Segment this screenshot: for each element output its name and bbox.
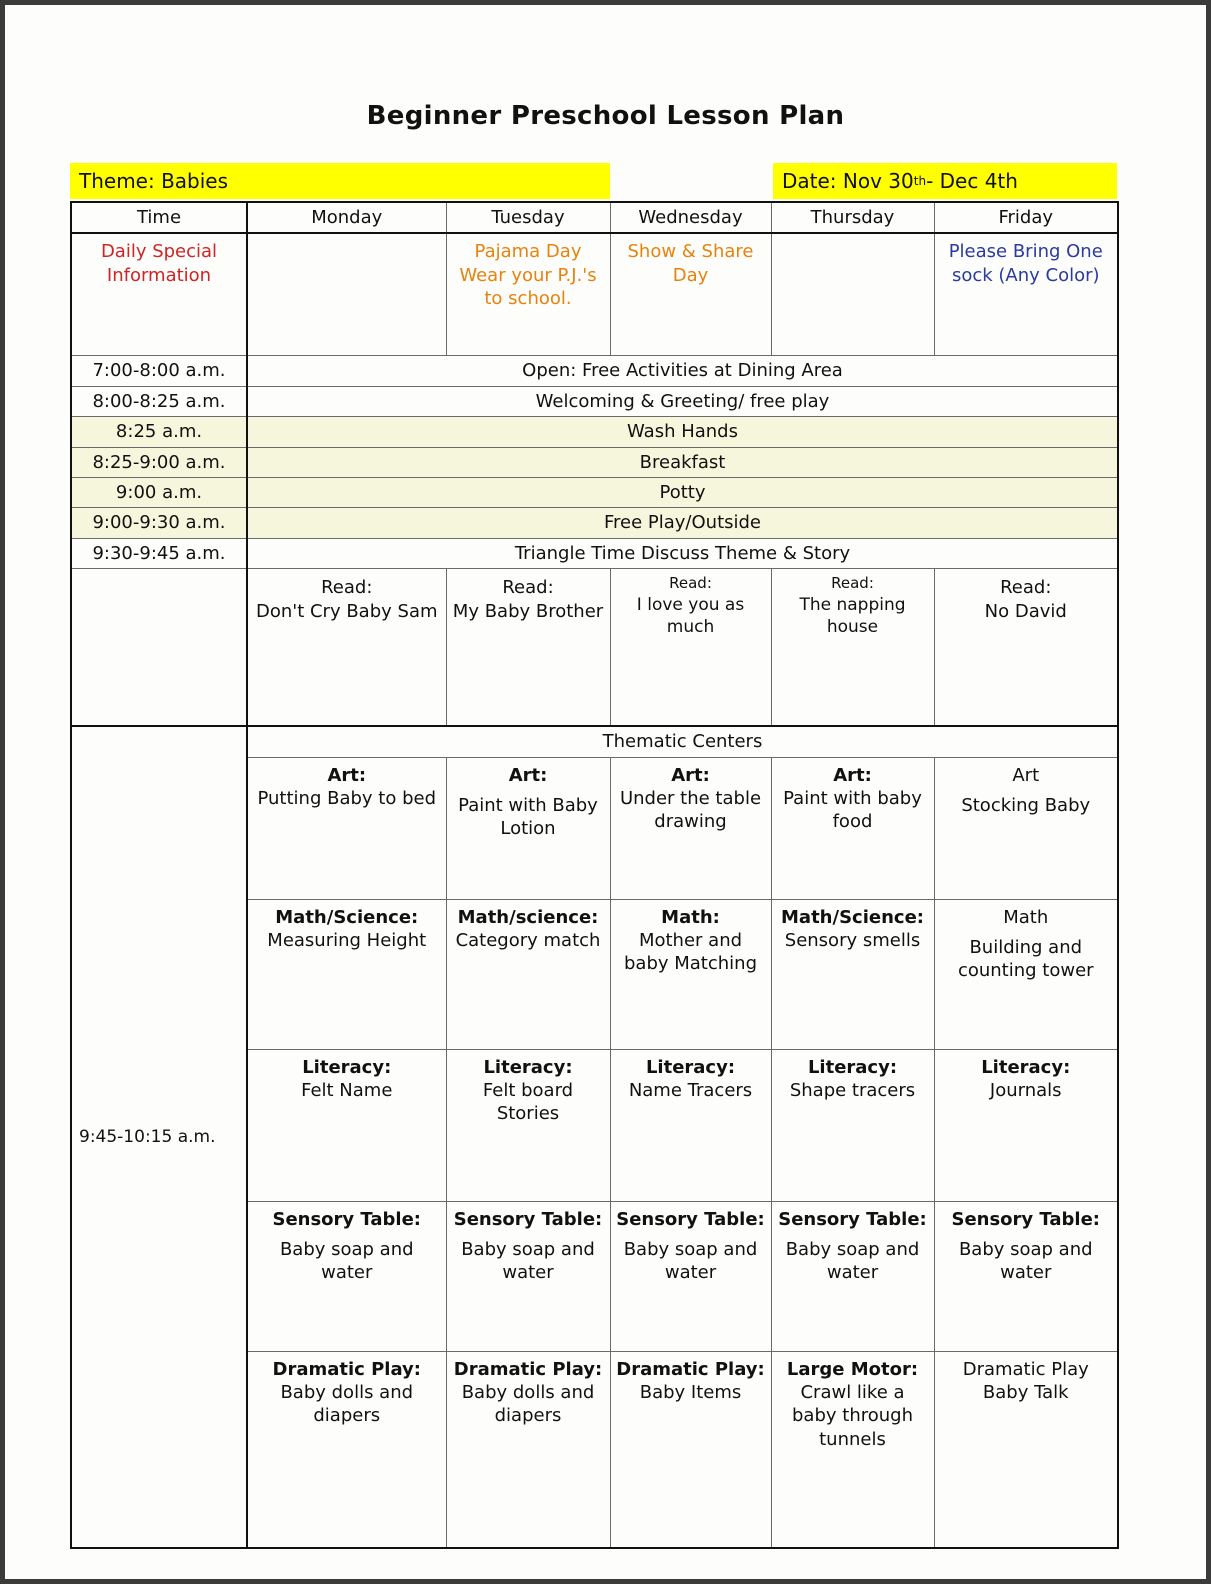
center-cell-tuesday — [446, 1201, 610, 1351]
column-header-tuesday: Tuesday — [446, 202, 610, 233]
read-label: Read: — [502, 577, 554, 599]
document-page — [5, 5, 1206, 1579]
read-label: Read: — [831, 574, 874, 593]
center-label: Literacy: — [483, 1056, 573, 1078]
schedule-time: 8:25 a.m. — [71, 417, 247, 447]
column-header-monday: Monday — [247, 202, 446, 233]
schedule-time: 9:00 a.m. — [71, 477, 247, 507]
center-label: Dramatic Play: — [453, 1358, 603, 1380]
center-text: Putting Baby to bed — [257, 787, 436, 809]
center-text: Under the table drawing — [619, 787, 762, 833]
read-text: My Baby Brother — [452, 600, 604, 622]
schedule-activity: Welcoming & Greeting/ free play — [247, 386, 1118, 416]
center-cell-monday — [247, 899, 446, 1049]
date-prefix: Date: Nov 30 — [782, 169, 914, 193]
center-cell-wednesday — [610, 757, 771, 899]
daily-special-friday: Please Bring One sock (Any Color) — [934, 233, 1118, 356]
center-cell-thursday — [771, 1201, 934, 1351]
center-text: Mother and baby Matching — [623, 929, 757, 975]
theme-label: Theme: Babies — [79, 169, 229, 193]
center-text: Baby Items — [639, 1381, 742, 1403]
column-header-thursday: Thursday — [771, 202, 934, 233]
center-label: Large Motor: — [786, 1358, 919, 1380]
daily-special-thursday — [771, 233, 934, 356]
schedule-row — [71, 508, 1118, 538]
center-label: Sensory Table: — [951, 1208, 1100, 1230]
center-text: Felt Name — [301, 1079, 393, 1101]
center-cell-monday — [247, 757, 446, 899]
center-cell-tuesday — [446, 757, 610, 899]
table-header-row — [71, 202, 1118, 233]
read-label: Read: — [1000, 577, 1052, 599]
daily-special-monday — [247, 233, 446, 356]
schedule-time: 9:30-9:45 a.m. — [71, 538, 247, 568]
schedule-row — [71, 477, 1118, 507]
daily-special-tuesday: Pajama Day Wear your P.J.'s to school. — [446, 233, 610, 356]
read-text: No David — [984, 600, 1067, 622]
schedule-row — [71, 538, 1118, 568]
center-label: Sensory Table: — [272, 1208, 421, 1230]
spacer — [939, 929, 1114, 936]
schedule-time: 7:00-8:00 a.m. — [71, 356, 247, 386]
center-label: Art: — [327, 764, 367, 786]
read-text: I love you as much — [636, 594, 745, 637]
daily-special-label: Daily Special Information — [71, 233, 247, 356]
spacer — [776, 1231, 930, 1238]
center-cell-monday — [247, 1201, 446, 1351]
schedule-activity: Open: Free Activities at Dining Area — [247, 356, 1118, 386]
spacer — [939, 1231, 1114, 1238]
date-suffix: - Dec 4th — [926, 169, 1018, 193]
center-cell-friday — [934, 757, 1118, 899]
center-text: Paint with Baby Lotion — [458, 794, 598, 840]
center-label: Math/Science: — [275, 906, 419, 928]
center-label: Art: — [833, 764, 872, 786]
center-text: Baby soap and water — [461, 1238, 595, 1284]
thematic-centers-banner-row — [71, 726, 1118, 757]
daily-special-wednesday: Show & Share Day — [610, 233, 771, 356]
read-cell-thursday — [771, 569, 934, 727]
center-cell-friday — [934, 899, 1118, 1049]
center-text: Journals — [989, 1079, 1062, 1101]
schedule-row — [71, 386, 1118, 416]
schedule-row — [71, 447, 1118, 477]
read-label: Read: — [321, 577, 373, 599]
center-cell-monday — [247, 1049, 446, 1201]
center-label: Literacy: — [302, 1056, 392, 1078]
center-cell-thursday — [771, 1351, 934, 1548]
center-label: Dramatic Play — [962, 1358, 1089, 1380]
spacer — [615, 1231, 767, 1238]
center-cell-friday — [934, 1201, 1118, 1351]
read-cell-friday — [934, 569, 1118, 727]
read-text: The napping house — [799, 594, 906, 637]
banner-row — [70, 163, 1117, 199]
center-text: Baby dolls and diapers — [280, 1381, 414, 1427]
center-cell-wednesday — [610, 899, 771, 1049]
schedule-activity: Free Play/Outside — [247, 508, 1118, 538]
center-text: Baby soap and water — [623, 1238, 758, 1284]
schedule-activity: Wash Hands — [247, 417, 1118, 447]
center-label: Sensory Table: — [616, 1208, 765, 1230]
center-cell-monday — [247, 1351, 446, 1548]
spacer — [451, 787, 606, 794]
center-cell-thursday — [771, 757, 934, 899]
read-row-time — [71, 569, 247, 727]
read-row — [71, 569, 1118, 727]
date-banner — [773, 163, 1117, 199]
center-text: Crawl like a baby through tunnels — [792, 1381, 913, 1450]
center-text: Baby soap and water — [279, 1238, 414, 1284]
center-label: Literacy: — [981, 1056, 1071, 1078]
read-cell-tuesday — [446, 569, 610, 727]
spacer — [939, 787, 1114, 794]
center-label: Art: — [671, 764, 710, 786]
center-cell-wednesday — [610, 1201, 771, 1351]
center-cell-wednesday — [610, 1351, 771, 1548]
read-cell-monday — [247, 569, 446, 727]
center-text: Building and counting tower — [957, 936, 1094, 982]
center-label: Math/science: — [457, 906, 599, 928]
center-text: Baby soap and water — [958, 1238, 1093, 1284]
center-text: Name Tracers — [628, 1079, 753, 1101]
center-cell-wednesday — [610, 1049, 771, 1201]
date-superscript: th — [913, 174, 927, 188]
center-label: Literacy: — [645, 1056, 736, 1078]
center-cell-tuesday — [446, 1049, 610, 1201]
read-text: Don't Cry Baby Sam — [255, 600, 438, 622]
schedule-activity: Potty — [247, 477, 1118, 507]
center-label: Math: — [661, 906, 720, 928]
center-label: Sensory Table: — [778, 1208, 927, 1230]
schedule-row — [71, 356, 1118, 386]
center-text: Sensory smells — [784, 929, 921, 951]
theme-banner — [70, 163, 610, 199]
center-label: Art — [1012, 764, 1040, 786]
schedule-row — [71, 417, 1118, 447]
center-cell-friday — [934, 1351, 1118, 1548]
center-cell-thursday — [771, 1049, 934, 1201]
spacer — [451, 1231, 606, 1238]
page-title: Beginner Preschool Lesson Plan — [366, 101, 845, 131]
centers-time: 9:45-10:15 a.m. — [71, 726, 247, 1547]
center-cell-tuesday — [446, 899, 610, 1049]
center-label: Math — [1003, 906, 1049, 928]
center-label: Sensory Table: — [453, 1208, 603, 1230]
schedule-activity: Triangle Time Discuss Theme & Story — [247, 538, 1118, 568]
lesson-plan-table — [70, 201, 1119, 1549]
schedule-activity: Breakfast — [247, 447, 1118, 477]
center-label: Literacy: — [807, 1056, 898, 1078]
center-text: Stocking Baby — [961, 794, 1091, 816]
center-text: Baby soap and water — [785, 1238, 920, 1284]
read-label: Read: — [669, 574, 712, 593]
spacer — [252, 1231, 442, 1238]
column-header-friday: Friday — [934, 202, 1118, 233]
center-cell-friday — [934, 1049, 1118, 1201]
schedule-time: 9:00-9:30 a.m. — [71, 508, 247, 538]
center-cell-thursday — [771, 899, 934, 1049]
center-text: Baby Talk — [982, 1381, 1069, 1403]
center-label: Math/Science: — [781, 906, 924, 928]
center-label: Dramatic Play: — [616, 1358, 765, 1380]
center-label: Dramatic Play: — [272, 1358, 421, 1380]
thematic-centers-banner: Thematic Centers — [247, 726, 1118, 757]
center-label: Art: — [508, 764, 548, 786]
center-text: Category match — [455, 929, 601, 951]
column-header-time: Time — [71, 202, 247, 233]
center-text: Measuring Height — [267, 929, 427, 951]
center-text: Shape tracers — [789, 1079, 916, 1101]
schedule-time: 8:25-9:00 a.m. — [71, 447, 247, 477]
center-cell-tuesday — [446, 1351, 610, 1548]
schedule-time: 8:00-8:25 a.m. — [71, 386, 247, 416]
column-header-wednesday: Wednesday — [610, 202, 771, 233]
center-text: Baby dolls and diapers — [461, 1381, 595, 1427]
daily-special-row — [71, 233, 1118, 356]
center-text: Paint with baby food — [783, 787, 922, 833]
read-cell-wednesday — [610, 569, 771, 727]
center-text: Felt board Stories — [482, 1079, 574, 1125]
